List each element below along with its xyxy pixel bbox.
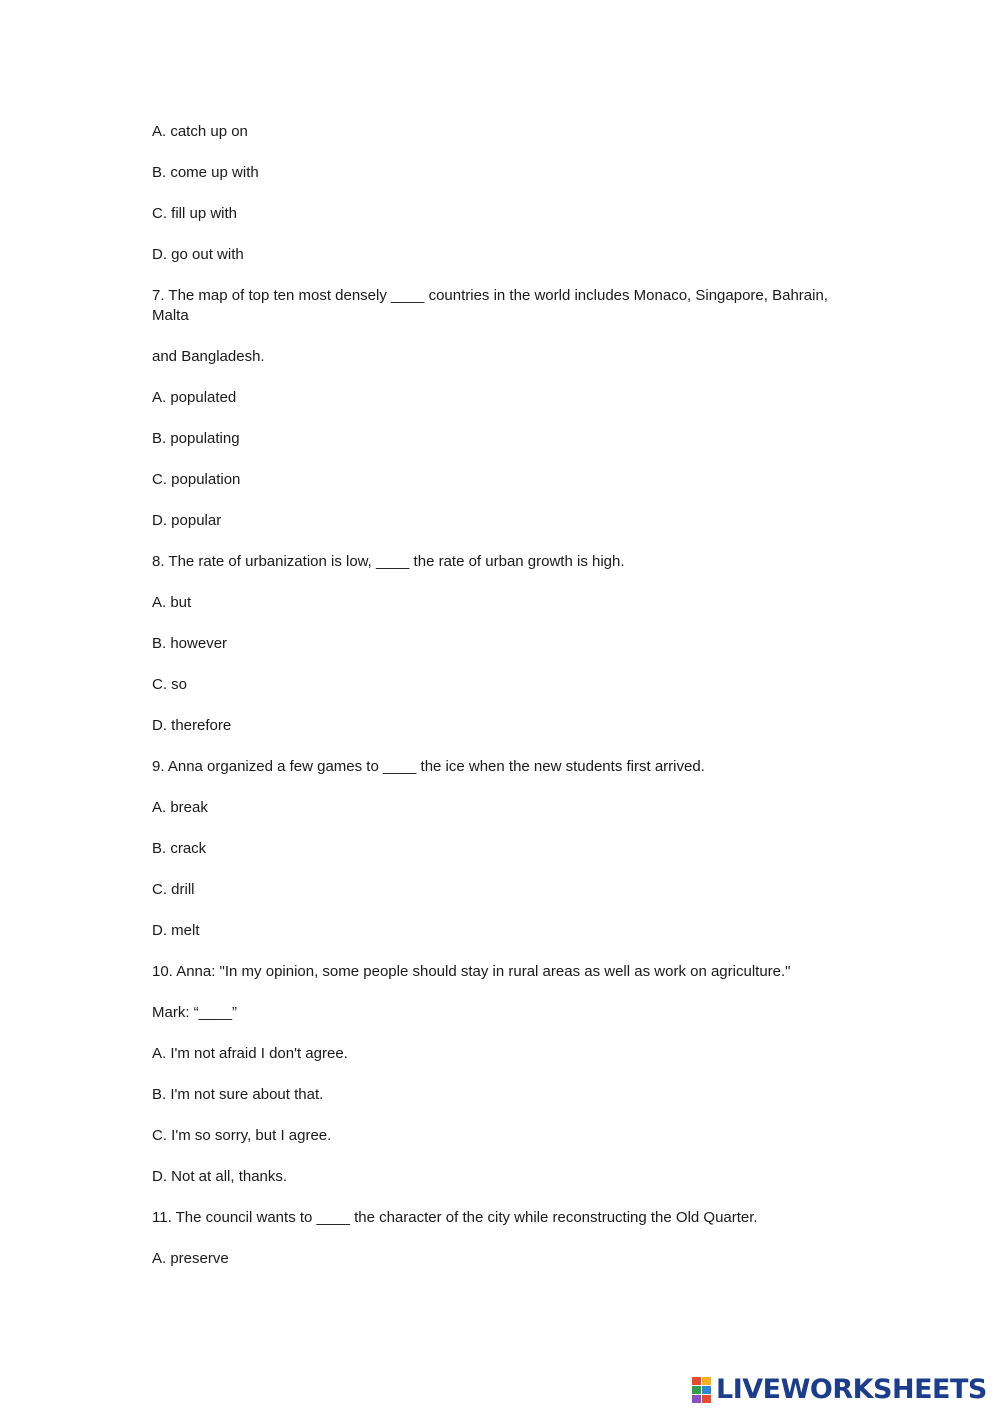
question-11: 11. The council wants to ____ the character of the city while reconstructing the Old Quarter. — [152, 1209, 758, 1226]
option-11a: A. preserve — [152, 1250, 229, 1267]
question-7: 7. The map of top ten most densely ____ countries in the world includes Monaco, Singapore, Bahrain, — [152, 287, 828, 304]
option-10a: A. I'm not afraid I don't agree. — [152, 1045, 348, 1062]
option-8d: D. therefore — [152, 717, 232, 734]
option-6c: C. fill up with — [152, 205, 238, 222]
option-8c: C. so — [152, 676, 188, 693]
option-7b: B. populating — [152, 430, 240, 447]
question-7-end: and Bangladesh. — [152, 348, 265, 365]
option-6b: B. come up with — [152, 164, 259, 181]
option-9d: D. melt — [152, 922, 200, 939]
liveworksheets-logo-icon — [692, 1377, 712, 1403]
option-9c: C. drill — [152, 881, 195, 898]
question-9: 9. Anna organized a few games to ____ the ice when the new students first arrived. — [152, 758, 705, 775]
liveworksheets-logo — [692, 1374, 987, 1406]
option-6d: D. go out with — [152, 246, 244, 263]
option-6a: A. catch up on — [152, 123, 248, 140]
logo-wordmark: LIVEWORKSHEETS — [716, 1374, 987, 1405]
option-10c: C. I'm so sorry, but I agree. — [152, 1127, 332, 1144]
option-7d: D. popular — [152, 512, 222, 529]
option-10d: D. Not at all, thanks. — [152, 1168, 288, 1185]
option-8a: A. but — [152, 594, 192, 611]
option-8b: B. however — [152, 635, 228, 652]
question-7-continued: Malta — [152, 307, 189, 324]
option-10b: B. I'm not sure about that. — [152, 1086, 324, 1103]
question-10-reply: Mark: “____” — [152, 1004, 238, 1021]
option-9a: A. break — [152, 799, 208, 816]
option-7c: C. population — [152, 471, 241, 488]
option-9b: B. crack — [152, 840, 207, 857]
question-10: 10. Anna: "In my opinion, some people should stay in rural areas as well as work on agriculture." — [152, 963, 791, 980]
question-8: 8. The rate of urbanization is low, ____ the rate of urban growth is high. — [152, 553, 625, 570]
option-7a: A. populated — [152, 389, 237, 406]
